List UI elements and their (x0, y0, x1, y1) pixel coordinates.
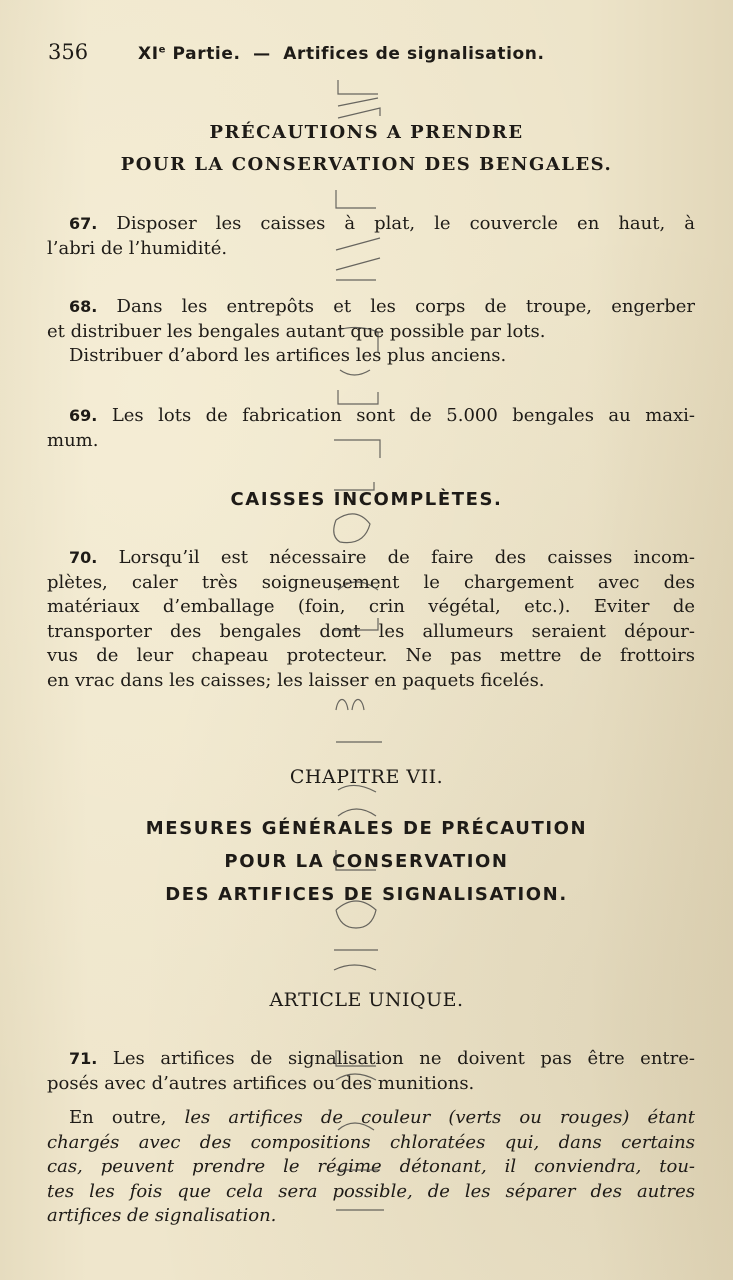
p67-number: 67. (69, 214, 98, 233)
p68-line-1 (47, 295, 695, 320)
paragraph-71-continued (47, 1106, 695, 1229)
p69-number: 69. (69, 406, 98, 425)
p71-line-1 (47, 1047, 695, 1072)
part-label: XI (138, 44, 159, 64)
p70-line-3: matériaux d’emballage (foin, crin végétal, etc.). Eviter de (47, 596, 695, 617)
part-rest: Partie. (166, 44, 241, 64)
p71-line-1-text: Les artifices de signalisation ne doivent pas être entre- (112, 1048, 695, 1069)
p71b-line-3: cas, peuvent prendre le régime détonant, il conviendra, tou- (47, 1156, 695, 1177)
p70-line-5: vus de leur chapeau protecteur. Ne pas mettre de frottoirs (47, 645, 695, 666)
paragraph-71 (47, 1047, 695, 1096)
p70-line-6: en vrac dans les caisses; les laisser en paquets ficelés. (47, 669, 545, 691)
p70-line-1 (47, 546, 695, 571)
paragraph-67 (47, 212, 695, 261)
p67-line-2: l’abri de l’humidité. (47, 237, 228, 259)
article-label: ARTICLE UNIQUE. (269, 989, 464, 1011)
p71-number: 71. (69, 1049, 98, 1068)
p70-number: 70. (69, 548, 98, 567)
header-title: Artifices de signalisation. (283, 44, 545, 64)
section-title-line-1: PRÉCAUTIONS A PRENDRE (209, 122, 524, 143)
chapter-label: CHAPITRE VII. (289, 766, 444, 788)
p67-line-1-text: Disposer les caisses à plat, le couvercle en haut, à (116, 213, 695, 234)
section-title-line-2: POUR LA CONSERVATION DES BENGALES. (120, 154, 613, 175)
p71b-line-2: chargés avec des compositions chloratées qui, dans certains (47, 1131, 695, 1153)
p71-line-2: posés avec d’autres artifices ou des munitions. (47, 1072, 475, 1094)
running-header (138, 44, 545, 64)
chapter-title-line-1: MESURES GÉNÉRALES DE PRÉCAUTION (145, 818, 588, 839)
p68-line-3: Distribuer d’abord les artifices les plus anciens. (69, 345, 507, 366)
p71b-line-4: tes les fois que cela sera possible, de les séparer des autres (47, 1180, 695, 1202)
p68-number: 68. (69, 297, 98, 316)
section-title-caisses: CAISSES INCOMPLÈTES. (230, 489, 503, 510)
p69-line-1 (47, 404, 695, 429)
p70-line-1-text: Lorsqu’il est nécessaire de faire des caisses incom- (118, 547, 695, 568)
header-separator: — (253, 44, 271, 64)
paragraph-68 (47, 295, 695, 369)
p68-line-1-text: Dans les entrepôts et les corps de troupe, engerber (116, 296, 695, 317)
p70-line-4: transporter des bengales dont les allumeurs seraient dépour- (47, 620, 695, 642)
p68-line-2: et distribuer les bengales autant que possible par lots. (47, 320, 546, 342)
p67-line-1 (47, 212, 695, 237)
p70-line-2: plètes, caler très soigneusement le chargement avec des (47, 571, 695, 593)
p69-line-2: mum. (47, 429, 99, 451)
p71b-line-1 (47, 1106, 695, 1131)
paragraph-70 (47, 546, 695, 693)
chapter-title-line-2: POUR LA CONSERVATION (224, 851, 509, 872)
p71b-line-1-italic: les artifices de couleur (verts ou rouges) étant (184, 1107, 695, 1128)
paragraph-69 (47, 404, 695, 453)
p69-line-1-text: Les lots de fabrication sont de 5.000 bengales au maxi- (111, 405, 695, 426)
chapter-title-line-3: DES ARTIFICES DE SIGNALISATION. (165, 884, 568, 905)
p71b-line-1-roman: En outre, (69, 1107, 185, 1128)
p71b-line-5: artifices de signalisation. (47, 1205, 277, 1226)
part-sup: e (158, 44, 167, 56)
page-number: 356 (48, 40, 89, 64)
